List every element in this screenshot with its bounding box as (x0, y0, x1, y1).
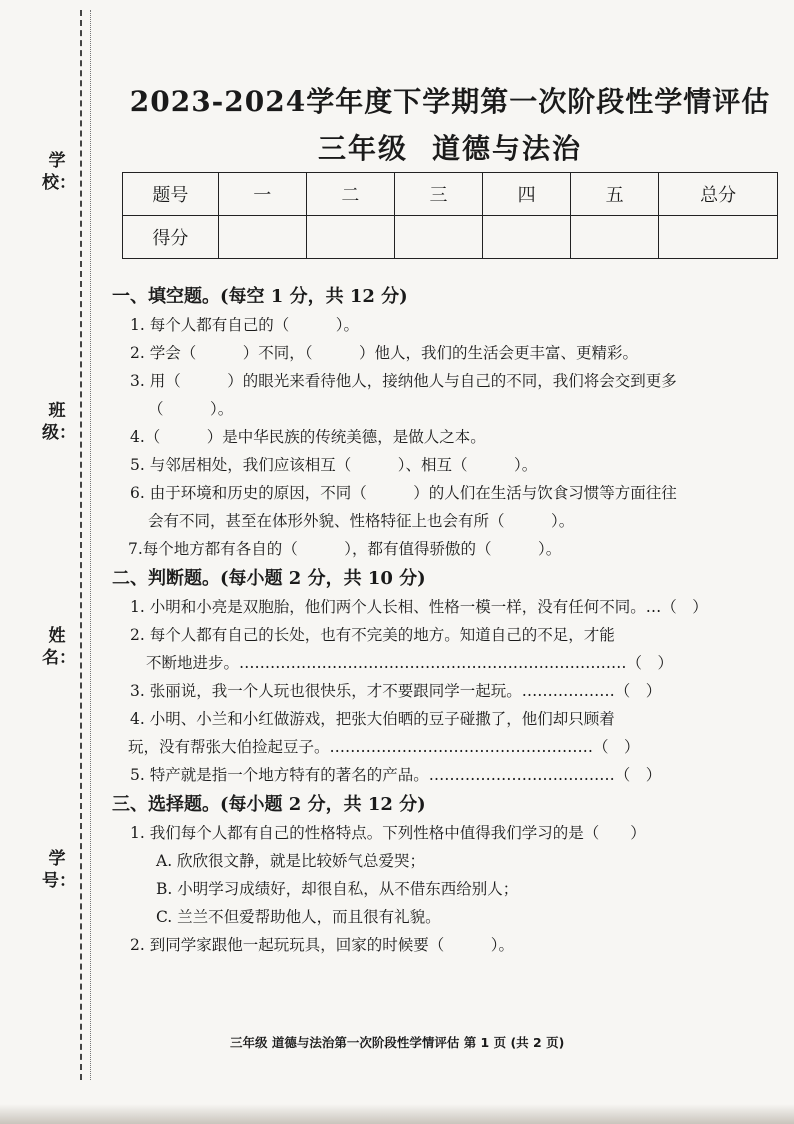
question: 2. 学会（ ）不同，（ ）他人，我们的生活会更丰富、更精彩。 (130, 344, 638, 362)
score-input-cell[interactable] (571, 216, 659, 259)
question-continuation: 会有不同，甚至在体形外貌、性格特征上也会有所（ ）。 (148, 512, 575, 530)
question: 3. 用（ ）的眼光来看待他人，接纳他人与自己的不同，我们将会交到更多 (130, 372, 677, 390)
question: 1. 我们每个人都有自己的性格特点。下列性格中值得我们学习的是（ ） (130, 824, 646, 842)
question: 4. 小明、小兰和小红做游戏，把张大伯晒的豆子碰撒了，他们却只顾着 (130, 710, 615, 728)
option-b: B. 小明学习成绩好，却很自私，从不借东西给别人； (156, 880, 519, 898)
table-cell: 四 (483, 173, 571, 216)
question-continuation: （ ）。 (148, 400, 234, 418)
binding-line (80, 10, 82, 1080)
question-continuation: 不断地进步。…………………………………………………………………（ ） (146, 654, 674, 672)
score-input-cell[interactable] (218, 216, 306, 259)
option-a: A. 欣欣很文静，就是比较娇气总爱哭； (156, 852, 426, 870)
exam-title: 2023-2024学年度下学期第一次阶段性学情评估 (129, 85, 771, 118)
name-label: 姓名： (42, 626, 76, 668)
score-table-score-row (123, 216, 778, 259)
section-title: 一、填空题。(每空 1 分，共 12 分) (112, 286, 408, 307)
question: 6. 由于环境和历史的原因，不同（ ）的人们在生活与饮食习惯等方面往往 (130, 484, 677, 502)
table-cell: 三 (394, 173, 482, 216)
score-input-cell[interactable] (306, 216, 394, 259)
question: 1. 小明和小亮是双胞胎，他们两个人长相、性格一模一样，没有任何不同。…（ ） (130, 598, 708, 616)
exam-subtitle (110, 127, 790, 167)
score-input-cell[interactable] (659, 216, 778, 259)
table-cell: 五 (571, 173, 659, 216)
question: 7.每个地方都有各自的（ ），都有值得骄傲的（ ）。 (128, 540, 562, 558)
question: 5. 特产就是指一个地方特有的著名的产品。………………………………（ ） (130, 766, 662, 784)
exam-content (112, 285, 784, 963)
section-title: 三、选择题。(每小题 2 分，共 12 分) (112, 794, 426, 815)
question-continuation: 玩，没有帮张大伯捡起豆子。……………………………………………（ ） (128, 738, 640, 756)
section-title: 二、判断题。(每小题 2 分，共 10 分) (112, 568, 426, 589)
score-input-cell[interactable] (394, 216, 482, 259)
option-c: C. 兰兰不但爱帮助他人，而且很有礼貌。 (156, 908, 441, 926)
page-footer: 三年级 道德与法治第一次阶段性学情评估 第 1 页 (共 2 页) (230, 1035, 565, 1050)
table-cell: 题号 (123, 173, 219, 216)
scan-edge (0, 1104, 794, 1124)
number-label: 学号： (42, 849, 76, 891)
class-label: 班级： (42, 401, 76, 443)
subject-label: 道德与法治 (432, 132, 583, 165)
question: 1. 每个人都有自己的（ ）。 (130, 316, 359, 334)
question: 3. 张丽说，我一个人玩也很快乐，才不要跟同学一起玩。………………（ ） (130, 682, 662, 700)
score-table-header-row (123, 173, 778, 216)
question: 2. 到同学家跟他一起玩玩具，回家的时候要（ ）。 (130, 936, 514, 954)
table-cell: 得分 (123, 216, 219, 259)
table-cell: 一 (218, 173, 306, 216)
score-table (122, 172, 778, 259)
score-input-cell[interactable] (483, 216, 571, 259)
grade-label: 三年级 (317, 132, 408, 165)
school-label: 学校： (42, 151, 76, 193)
table-cell: 二 (306, 173, 394, 216)
table-cell: 总分 (659, 173, 778, 216)
binding-line-dotted (90, 10, 91, 1080)
question: 4.（ ）是中华民族的传统美德，是做人之本。 (130, 428, 486, 446)
question: 5. 与邻居相处，我们应该相互（ ）、相互（ ）。 (130, 456, 538, 474)
question: 2. 每个人都有自己的长处，也有不完美的地方。知道自己的不足，才能 (130, 626, 615, 644)
